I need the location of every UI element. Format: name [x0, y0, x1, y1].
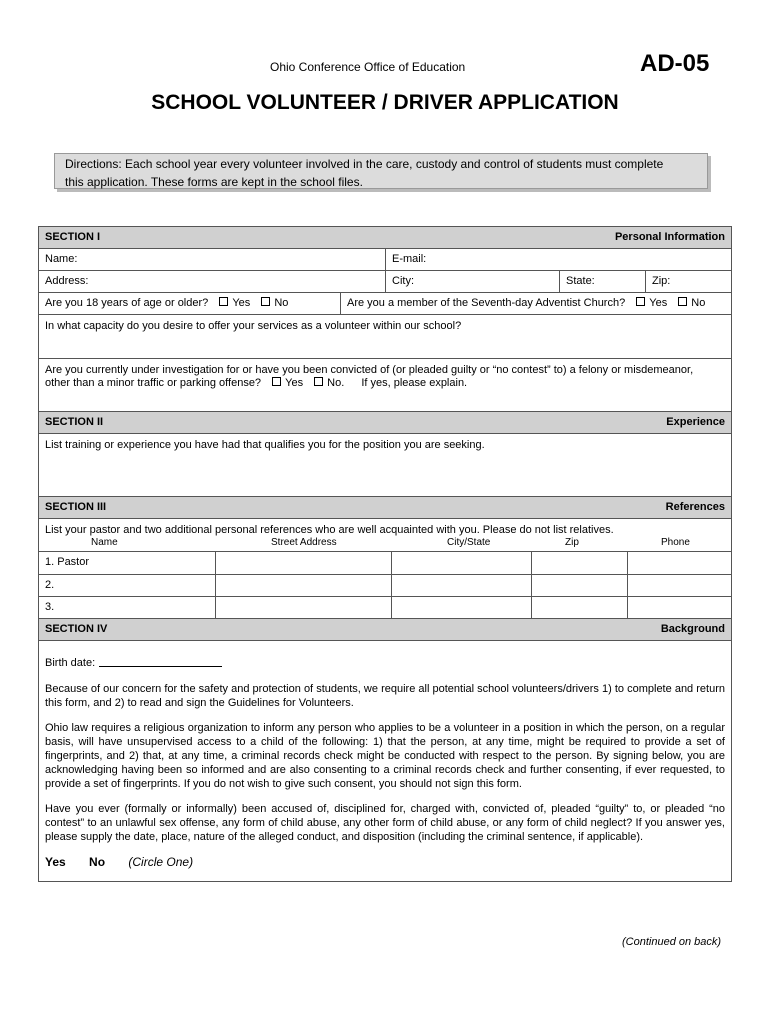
- age-question-cell: [39, 292, 341, 314]
- sda-no-checkbox[interactable]: [678, 297, 687, 306]
- birth-date-line: [45, 656, 222, 670]
- section-1-title: Personal Information: [614, 231, 725, 243]
- continued-note: (Continued on back): [622, 936, 722, 948]
- reference-row-2: [39, 574, 731, 597]
- section-2-label: SECTION II: [45, 416, 104, 428]
- investigation-line-2: other than a minor traffic or parking offense?: [45, 377, 262, 389]
- answer-yes[interactable]: Yes: [45, 855, 66, 869]
- reference-2-name[interactable]: [39, 574, 216, 596]
- experience-field[interactable]: [39, 433, 731, 497]
- reference-1-name[interactable]: [39, 551, 216, 574]
- column-header-phone: Phone: [661, 537, 690, 548]
- reference-3-name[interactable]: [39, 596, 216, 618]
- sda-yes-label: Yes: [649, 297, 668, 309]
- reference-row-1: [39, 551, 731, 575]
- column-header-street: Street Address: [271, 537, 337, 548]
- address-field[interactable]: [39, 270, 386, 292]
- section-1-header: [39, 227, 731, 249]
- state-label: State:: [566, 275, 595, 287]
- address-row: [39, 270, 731, 293]
- zip-field[interactable]: [646, 270, 731, 292]
- section-4-header: [39, 619, 731, 641]
- reference-2-label: 2.: [45, 579, 55, 591]
- experience-prompt: List training or experience you have had that qualifies you for the position you are seeking.: [45, 439, 485, 451]
- paragraph-safety: Because of our concern for the safety and protection of students, we require all potential school volunteers/drivers 1) to complete and return this form, and 2) to read and sign the Guidelines for Volunteers.: [45, 683, 725, 709]
- state-field[interactable]: [560, 270, 646, 292]
- column-header-name: Name: [91, 537, 118, 548]
- age-question: Are you 18 years of age or older?: [45, 297, 209, 309]
- address-label: Address:: [45, 275, 89, 287]
- sda-question-cell: [341, 292, 731, 314]
- investigation-line-2-container: [45, 376, 467, 390]
- column-header-zip: Zip: [565, 537, 579, 548]
- references-prompt-row: [39, 518, 731, 552]
- references-prompt: List your pastor and two additional personal references who are well acquainted with you. Please do not list relatives.: [45, 524, 614, 536]
- investigation-line-1: Are you currently under investigation for or have you been convicted of (or pleaded guilty or “no contest” to) a felony or misdemeanor,: [45, 364, 694, 376]
- paragraph-ohio-law: Ohio law requires a religious organization to inform any person who applies to be a volunteer in a position in which the person, on a regular basis, will have unsupervised access to a child of the following: 1) that the person, at any time, might be required to provide a set of fingerprints, and 2) that, at any time, a criminal records check might be conducted with respect to the person. By signing below, you are acknowledging having been so informed and are also consenting to a criminal records check and further consenting, if ever requested, to provide a set of fingerprints. If you do not wish to give such consent, you should not sign this form.: [45, 722, 725, 790]
- name-label: Name:: [45, 253, 78, 265]
- column-header-city-state: City/State: [447, 537, 491, 548]
- reference-2-street[interactable]: [216, 574, 392, 596]
- reference-3-label: 3.: [45, 601, 55, 613]
- section-3-header: [39, 497, 731, 519]
- sda-yes-checkbox[interactable]: [636, 297, 645, 306]
- birth-date-field[interactable]: [99, 656, 222, 667]
- zip-label: Zip:: [652, 275, 671, 287]
- circle-one-line: [45, 855, 193, 869]
- sda-no-label: No: [691, 297, 706, 309]
- section-3: [38, 496, 732, 619]
- directions-line-2: this application. These forms are kept in the school files.: [65, 175, 363, 189]
- reference-3-zip[interactable]: [532, 596, 628, 618]
- circle-one-instruction: (Circle One): [128, 855, 194, 869]
- age-yes-checkbox[interactable]: [219, 297, 228, 306]
- age-membership-row: [39, 292, 731, 315]
- reference-1-label: 1. Pastor: [45, 556, 90, 568]
- investigation-row[interactable]: [39, 358, 731, 412]
- section-4-label: SECTION IV: [45, 623, 108, 635]
- investigation-no-checkbox[interactable]: [314, 377, 323, 386]
- section-2: [38, 411, 732, 497]
- age-no-label: No: [274, 297, 289, 309]
- directions-box: [54, 153, 708, 189]
- city-label: City:: [392, 275, 414, 287]
- directions-line-1: Directions: Each school year every volunteer involved in the care, custody and control of students must complete: [65, 157, 664, 171]
- reference-3-phone[interactable]: [628, 596, 731, 618]
- form-title: SCHOOL VOLUNTEER / DRIVER APPLICATION: [151, 91, 619, 114]
- section-3-label: SECTION III: [45, 501, 107, 513]
- investigation-no-label: No.: [327, 377, 345, 389]
- capacity-question: In what capacity do you desire to offer your services as a volunteer within our school?: [45, 320, 462, 332]
- paragraph-accusation: Have you ever (formally or informally) been accused of, disciplined for, charged with, convicted of, pleaded “guilty” to, or pleaded “no contest” to an unlawful sex offense, any form of child abuse, any other form of child abuse, or any form of child neglect? If you answer yes, please supply the date, place, nature of the alleged conduct, and disposition (including the criminal sentence, if applicable).: [45, 803, 725, 843]
- section-1: [38, 226, 732, 412]
- investigation-explain: If yes, please explain.: [361, 377, 468, 389]
- answer-no[interactable]: No: [89, 855, 106, 869]
- form-code: AD-05: [640, 50, 710, 77]
- organization-name: Ohio Conference Office of Education: [270, 60, 466, 74]
- email-field[interactable]: [386, 248, 731, 270]
- section-4: [38, 618, 732, 882]
- age-yes-label: Yes: [232, 297, 251, 309]
- reference-2-zip[interactable]: [532, 574, 628, 596]
- reference-1-zip[interactable]: [532, 551, 628, 574]
- name-field[interactable]: [39, 248, 386, 270]
- reference-2-city-state[interactable]: [392, 574, 532, 596]
- reference-row-3: [39, 596, 731, 618]
- section-4-title: Background: [660, 623, 725, 635]
- city-field[interactable]: [386, 270, 560, 292]
- investigation-yes-checkbox[interactable]: [272, 377, 281, 386]
- section-3-title: References: [665, 501, 725, 513]
- reference-1-phone[interactable]: [628, 551, 731, 574]
- age-no-checkbox[interactable]: [261, 297, 270, 306]
- email-label: E-mail:: [392, 253, 427, 265]
- name-email-row: [39, 248, 731, 271]
- section-1-label: SECTION I: [45, 231, 101, 243]
- section-2-header: [39, 412, 731, 434]
- birth-date-label: Birth date:: [45, 657, 96, 669]
- capacity-row[interactable]: [39, 314, 731, 359]
- reference-3-city-state[interactable]: [392, 596, 532, 618]
- section-2-title: Experience: [666, 416, 725, 428]
- reference-2-phone[interactable]: [628, 574, 731, 596]
- reference-1-city-state[interactable]: [392, 551, 532, 574]
- sda-question: Are you a member of the Seventh-day Adventist Church?: [347, 297, 626, 309]
- reference-3-street[interactable]: [216, 596, 392, 618]
- investigation-yes-label: Yes: [285, 377, 304, 389]
- reference-1-street[interactable]: [216, 551, 392, 574]
